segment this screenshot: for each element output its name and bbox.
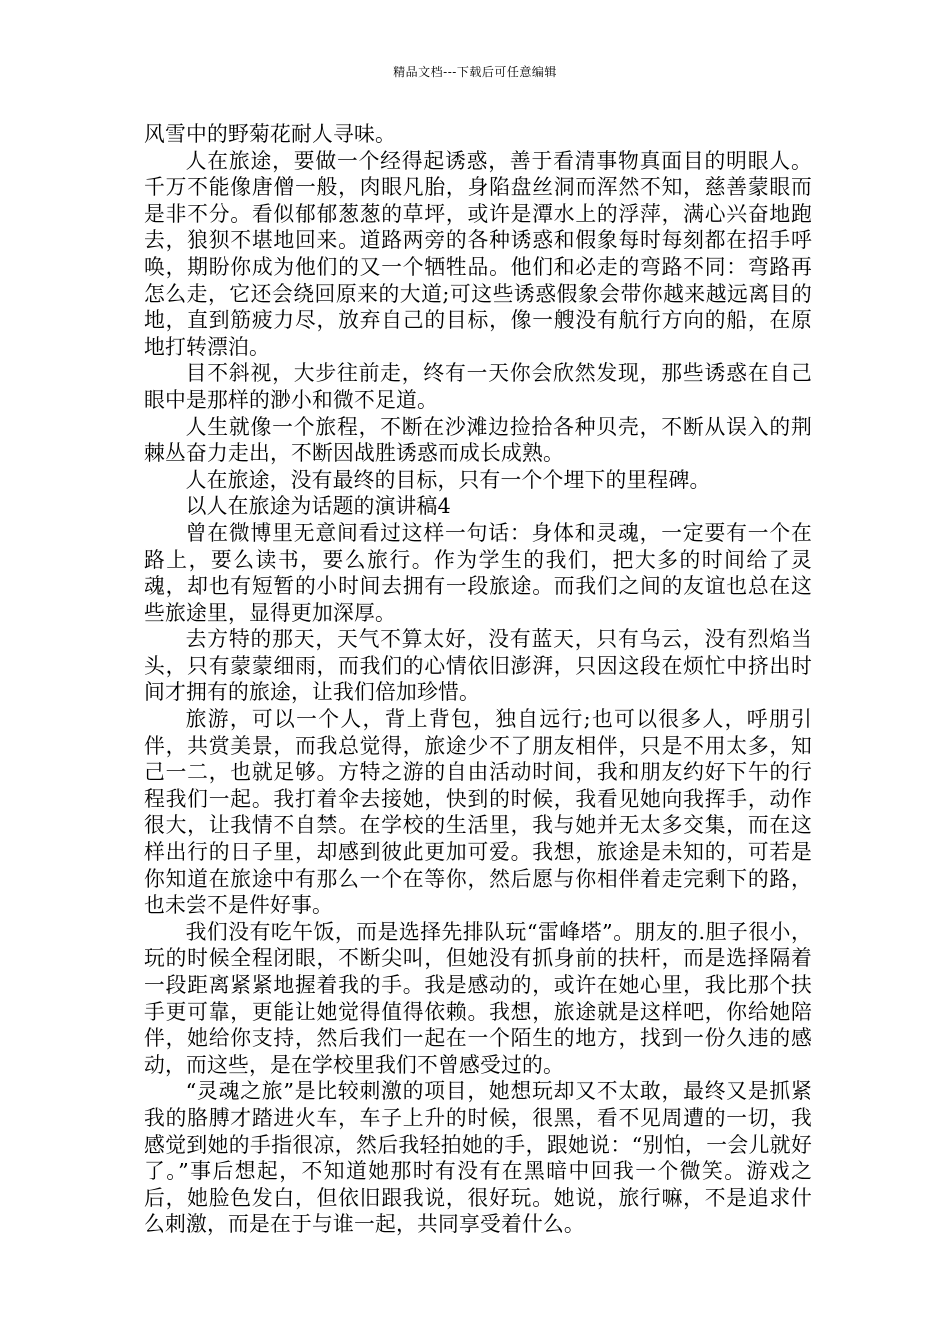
document-body (144, 121, 812, 1238)
section-heading: 以人在旅途为话题的演讲稿4 (185, 494, 451, 519)
paragraph: 去方特的那天，天气不算太好，没有蓝天，只有乌云，没有烈焰当头，只有蒙蒙细雨，而我们的心情依旧澎湃，只因这段在烦忙中挤出时间才拥有的旅途，让我们倍加珍惜。 (144, 627, 812, 705)
paragraph-continuation: 风雪中的野菊花耐人寻味。 (144, 122, 396, 146)
paragraph: 人在旅途，没有最终的目标，只有一个个埋下的里程碑。 (185, 467, 711, 492)
paragraph: 我们没有吃午饭，而是选择先排队玩“雷峰塔”。朋友的.胆子很小，玩的时候全程闭眼，不断尖叫，但她没有抓身前的扶杆，而是选择隔着一段距离紧紧地握着我的手。我是感动的，或许在她心里，我比那个扶手更可靠，更能让她觉得值得依赖。我想，旅途就是这样吧，你给她陪伴，她给你支持，然后我们一起在一个陌生的地方，找到一份久违的感动，而这些，是在学校里我们不曾感受过的。 (144, 919, 812, 1077)
paragraph: 目不斜视，大步往前走，终有一天你会欣然发现，那些诱惑在自己眼中是那样的渺小和微不足道。 (144, 361, 812, 412)
paragraph: “灵魂之旅”是比较刺激的项目，她想玩却又不太敢，最终又是抓紧我的胳膊才踏进火车，车子上升的时候，很黑，看不见周遭的一切，我感觉到她的手指很凉，然后我轻拍她的手，跟她说：“别怕，一会儿就好了。”事后想起，不知道她那时有没有在黑暗中回我一个微笑。游戏之后，她脸色发白，但依旧跟我说，很好玩。她说，旅行嘛，不是追求什么刺激，而是在于与谁一起，共同享受着什么。 (144, 1079, 812, 1237)
page-header: 精品文档---下载后可任意编辑 (393, 65, 557, 79)
paragraph: 人生就像一个旅程，不断在沙滩边捡拾各种贝壳，不断从误入的荆棘丛奋力走出，不断因战胜诱惑而成长成熟。 (144, 414, 812, 466)
paragraph: 人在旅途，要做一个经得起诱惑，善于看清事物真面目的明眼人。千万不能像唐僧一般，肉眼凡胎，身陷盘丝洞而浑然不知，慈善蒙眼而是非不分。看似郁郁葱葱的草坪，或许是潭水上的浮萍，满心兴奋地跑去，狼狈不堪地回来。道路两旁的各种诱惑和假象每时每刻都在招手呼唤，期盼你成为他们的又一个牺牲品。他们和必走的弯路不同：弯路再怎么走，它还会绕回原来的大道;可这些诱惑假象会带你越来越远离目的地，直到筋疲力尽，放弃自己的目标，像一艘没有航行方向的船，在原地打转漂泊。 (144, 148, 812, 359)
paragraph: 曾在微博里无意间看过这样一句话：身体和灵魂，一定要有一个在路上，要么读书，要么旅行。作为学生的我们，把大多的时间给了灵魂，却也有短暂的小时间去拥有一段旅途。而我们之间的友谊也总在这些旅途里，显得更加深厚。 (144, 520, 812, 625)
paragraph: 旅游，可以一个人，背上背包，独自远行;也可以很多人，呼朋引伴，共赏美景，而我总觉得，旅途少不了朋友相伴，只是不用太多，知己一二，也就足够。方特之游的自由活动时间，我和朋友约好下午的行程我们一起。我打着伞去接她，快到的时候，我看见她向我挥手，动作很大，让我情不自禁。在学校的生活里，我与她并无太多交集，而在这样出行的日子里，却感到彼此更加可爱。我想，旅途是未知的，可若是你知道在旅途中有那么一个在等你，然后愿与你相伴着走完剩下的路，也未尝不是件好事。 (144, 707, 812, 918)
